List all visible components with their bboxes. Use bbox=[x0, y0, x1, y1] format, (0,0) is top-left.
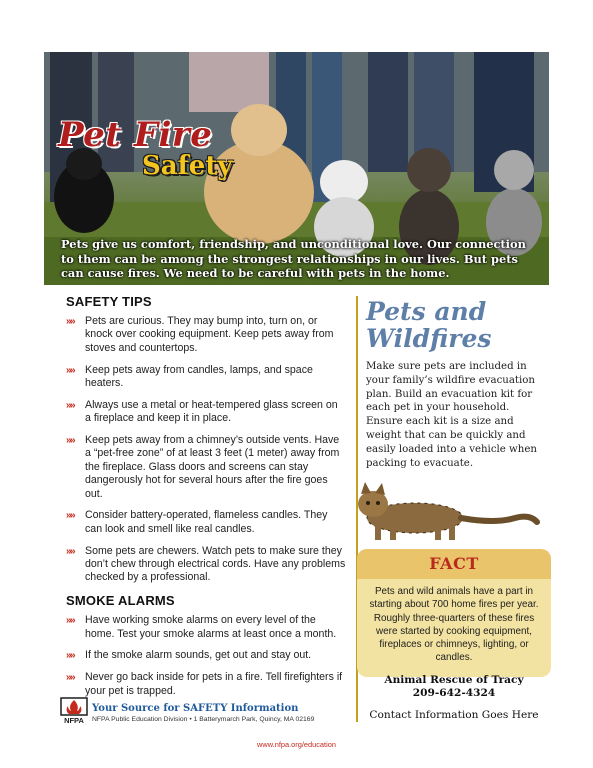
organization-name: Animal Rescue of Tracy bbox=[384, 674, 524, 686]
list-item bbox=[66, 545, 346, 585]
wildfires-title bbox=[366, 298, 546, 352]
alarm-text: Never go back inside for pets in a fire. Tell firefighters if your pet is trapped. bbox=[85, 671, 343, 697]
logo-text: NFPA bbox=[64, 716, 84, 724]
tips-column bbox=[66, 294, 346, 706]
list-item bbox=[66, 434, 346, 501]
fact-box bbox=[357, 549, 551, 677]
double-chevron-icon: »» bbox=[66, 364, 75, 376]
list-item bbox=[66, 671, 346, 698]
alarm-text: If the smoke alarm sounds, get out and stay out. bbox=[85, 649, 312, 662]
footer-address: NFPA Public Education Division • 1 Batterymarch Park, Quincy, MA 02169 bbox=[92, 716, 315, 723]
wildfires-column bbox=[366, 298, 546, 470]
title-line-1: Pet Fire bbox=[58, 115, 213, 155]
double-chevron-icon: »» bbox=[66, 672, 75, 684]
organization-phone: 209-642-4324 bbox=[412, 686, 496, 699]
list-item bbox=[66, 509, 346, 536]
tip-text: Keep pets away from a chimney’s outside vents. Have a “pet-free zone” of at least 3 feet (1 meter) away from the fireplace. Glass doors and screens can stay dangerously hot for several hours after the fire goes out. bbox=[85, 434, 340, 500]
smoke-alarms-list bbox=[66, 614, 346, 698]
list-item bbox=[66, 399, 346, 426]
alarm-text: Have working smoke alarms on every level of the home. Test your smoke alarms at least once a month. bbox=[85, 614, 337, 640]
fact-title: FACT bbox=[429, 554, 479, 573]
double-chevron-icon: »» bbox=[66, 615, 75, 627]
footer-url-link[interactable]: www.nfpa.org/education bbox=[257, 740, 336, 749]
intro-text: Pets give us comfort, friendship, and unconditional love. Our connection to them can be among the strongest relationships in our lives. But pets can cause fires. We need to be careful with pets in the home. bbox=[61, 237, 526, 280]
safety-tips-heading: SAFETY TIPS bbox=[66, 294, 152, 309]
nfpa-flame-logo-icon bbox=[60, 697, 88, 724]
contact-info: Contact Information Goes Here bbox=[369, 709, 539, 721]
fact-text: Pets and wild animals have a part in starting about 700 home fires per year. Roughly three-quarters of these fires were started by cooking equipment, fireplaces or chimneys, lighting, or candles. bbox=[369, 586, 539, 664]
fact-header bbox=[357, 549, 551, 579]
safety-tips-list bbox=[66, 315, 346, 585]
footer-tagline: Your Source for SAFETY Information bbox=[92, 703, 299, 714]
smoke-alarms-heading: SMOKE ALARMS bbox=[66, 593, 175, 609]
cat-image bbox=[345, 482, 545, 542]
list-item bbox=[66, 614, 346, 641]
double-chevron-icon: »» bbox=[66, 650, 75, 662]
title-line-2: Safety bbox=[142, 151, 233, 181]
flyer-title bbox=[58, 115, 233, 181]
wildfires-title-line-1: Pets and bbox=[366, 297, 487, 326]
list-item bbox=[66, 649, 346, 662]
tip-text: Pets are curious. They may bump into, turn on, or knock over cooking equipment. Keep pets away from stoves and countertops. bbox=[85, 315, 334, 354]
wildfires-text: Make sure pets are included in your family’s wildfire evacuation plan. Build an evacuation kit for each pet in your household. Ensure each kit is a size and weight that can be quickly and easily loaded into a vehicle when packing to evacuate. bbox=[366, 361, 537, 469]
wildfires-title-line-2: Wildfires bbox=[366, 324, 492, 353]
tip-text: Some pets are chewers. Watch pets to make sure they don’t chew through electrical cords. Have any problems checked by a professional. bbox=[85, 544, 346, 584]
tip-text: Keep pets away from candles, lamps, and space heaters. bbox=[85, 363, 313, 390]
double-chevron-icon: »» bbox=[66, 399, 75, 411]
double-chevron-icon: »» bbox=[66, 316, 75, 327]
tip-text: Always use a metal or heat-tempered glass screen on a fireplace and keep it in place. bbox=[85, 398, 338, 425]
double-chevron-icon: »» bbox=[66, 510, 75, 522]
list-item bbox=[66, 364, 346, 391]
double-chevron-icon: »» bbox=[66, 435, 75, 447]
organization-block bbox=[357, 674, 551, 699]
double-chevron-icon: »» bbox=[66, 545, 75, 557]
tip-text: Consider battery-operated, flameless candles. They can look and smell like real candles. bbox=[85, 509, 328, 535]
hero-photo bbox=[44, 52, 549, 285]
list-item bbox=[66, 315, 346, 355]
